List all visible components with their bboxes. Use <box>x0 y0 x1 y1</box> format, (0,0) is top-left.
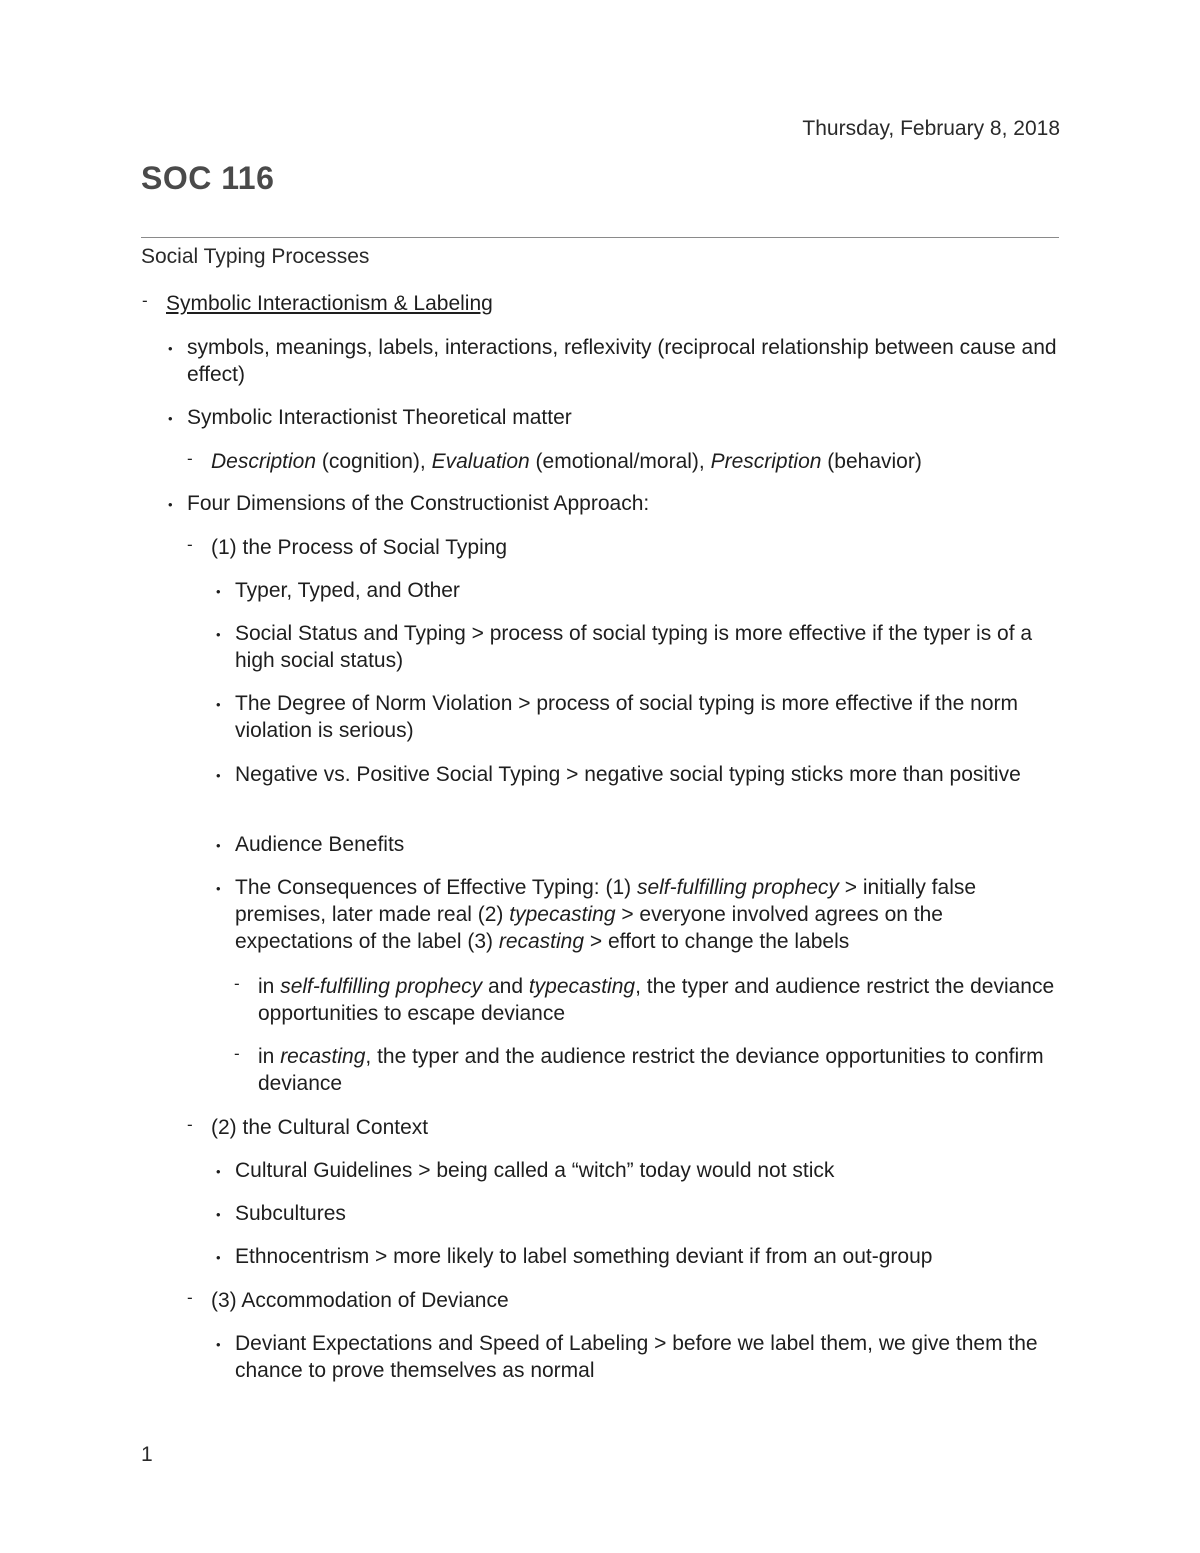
bullet-marker: • <box>168 411 173 426</box>
bullet-marker: • <box>168 341 173 356</box>
list-item-process <box>187 534 1071 561</box>
bullet-marker: • <box>216 584 221 599</box>
list-item-text: Social Status and Typing > process of social typing is more effective if the typer is of a high social status) <box>235 622 1033 672</box>
list-item-norm-violation <box>216 690 1065 744</box>
list-item-text: (2) the Cultural Context <box>211 1116 429 1139</box>
list-item-text: Deviant Expectations and Speed of Labeling > before we label them, we give them the chance to prove themselves as normal <box>235 1332 1038 1382</box>
bullet-marker: • <box>216 881 221 896</box>
section-heading: Social Typing Processes <box>141 245 370 268</box>
text-run: (emotional/moral), <box>529 450 711 473</box>
text-run: (cognition), <box>316 450 432 473</box>
text-run: The Consequences of Effective Typing: (1) <box>235 876 637 899</box>
list-item-text: (3) Accommodation of Deviance <box>211 1289 509 1312</box>
bullet-marker: • <box>216 838 221 853</box>
text-run: , the typer and the audience restrict the deviance opportunities to confirm deviance <box>258 1045 1044 1095</box>
text-run: , the typer and audience restrict the deviance opportunities to escape deviance <box>258 975 1055 1025</box>
list-item-sfp-typecasting <box>234 973 1058 1027</box>
list-item-text: Symbolic Interactionism & Labeling <box>166 292 493 315</box>
list-item-four-dimensions <box>168 490 1067 517</box>
text-run: (behavior) <box>821 450 922 473</box>
list-item-description <box>187 448 1071 475</box>
list-item-recasting <box>234 1043 1058 1097</box>
list-item-text: Cultural Guidelines > being called a “witch” today would not stick <box>235 1159 835 1182</box>
list-item-text: Audience Benefits <box>235 833 405 856</box>
text-run: > everyone involved agrees on the expectations of the label (3) <box>235 903 943 953</box>
list-item-negative-positive <box>216 761 1065 788</box>
list-item-text <box>258 1043 1058 1097</box>
dash-marker: - <box>187 535 193 554</box>
text-run: in <box>258 1045 281 1068</box>
list-item-social-status <box>216 620 1065 674</box>
bullet-marker: • <box>216 1164 221 1179</box>
list-item-consequences <box>216 874 1065 955</box>
evaluation-term: Evaluation <box>431 450 530 473</box>
list-item-text: Negative vs. Positive Social Typing > negative social typing sticks more than positive <box>235 763 1021 786</box>
list-item-text: Subcultures <box>235 1202 346 1225</box>
list-item-symbolic-heading <box>142 290 1046 317</box>
list-item-text <box>211 448 1071 475</box>
text-run: > initially false premises, later made real (2) <box>235 876 977 926</box>
bullet-marker: • <box>216 768 221 783</box>
list-item-deviant-expectations <box>216 1330 1065 1384</box>
bullet-marker: • <box>216 1207 221 1222</box>
list-item-cultural-context <box>187 1114 1071 1141</box>
list-item-cultural-guidelines <box>216 1157 1065 1184</box>
bullet-marker: • <box>216 1337 221 1352</box>
list-item-symbols <box>168 334 1067 388</box>
list-item-ethnocentrism <box>216 1243 1065 1270</box>
dash-marker: - <box>142 291 148 310</box>
description-term: Description <box>211 450 317 473</box>
list-item-text: (1) the Process of Social Typing <box>211 536 508 559</box>
prescription-term: Prescription <box>710 450 822 473</box>
bullet-marker: • <box>216 1250 221 1265</box>
list-item-text: The Degree of Norm Violation > process of social typing is more effective if the norm violation is serious) <box>235 692 1019 742</box>
list-item-audience <box>216 831 1065 858</box>
text-run: in <box>258 975 281 998</box>
date: Thursday, February 8, 2018 <box>802 117 1060 140</box>
bullet-marker: • <box>216 627 221 642</box>
self-fulfilling-term: self-fulfilling prophecy <box>280 975 483 998</box>
list-item-typer <box>216 577 1065 604</box>
list-item-subcultures <box>216 1200 1065 1227</box>
recasting-term: recasting <box>498 930 585 953</box>
list-item-text: symbols, meanings, labels, interactions, reflexivity (reciprocal relationship between cause and effect) <box>187 336 1057 386</box>
text-run: > effort to change the labels <box>584 930 850 953</box>
dash-marker: - <box>187 1288 193 1307</box>
dash-marker: - <box>234 974 240 993</box>
dash-marker: - <box>187 449 193 468</box>
typecasting-term: typecasting <box>509 903 616 926</box>
list-item-text: Symbolic Interactionist Theoretical matter <box>187 406 572 429</box>
dash-marker: - <box>187 1115 193 1134</box>
list-item-text: Four Dimensions of the Constructionist Approach: <box>187 492 650 515</box>
page-number: 1 <box>141 1443 153 1466</box>
bullet-marker: • <box>216 697 221 712</box>
list-item-text: Typer, Typed, and Other <box>235 579 460 602</box>
list-item-theoretical-matter <box>168 404 1067 431</box>
title-divider <box>141 237 1059 238</box>
dash-marker: - <box>234 1044 240 1063</box>
text-run: and <box>482 975 529 998</box>
document-title: SOC 116 <box>141 160 275 196</box>
list-item-text <box>258 973 1058 1027</box>
list-item-accommodation <box>187 1287 1071 1314</box>
list-item-text: Ethnocentrism > more likely to label something deviant if from an out-group <box>235 1245 933 1268</box>
list-item-text <box>235 874 1065 955</box>
recasting-term: recasting <box>280 1045 366 1068</box>
self-fulfilling-term: self-fulfilling prophecy <box>636 876 839 899</box>
typecasting-term: typecasting <box>528 975 636 998</box>
bullet-marker: • <box>168 497 173 512</box>
